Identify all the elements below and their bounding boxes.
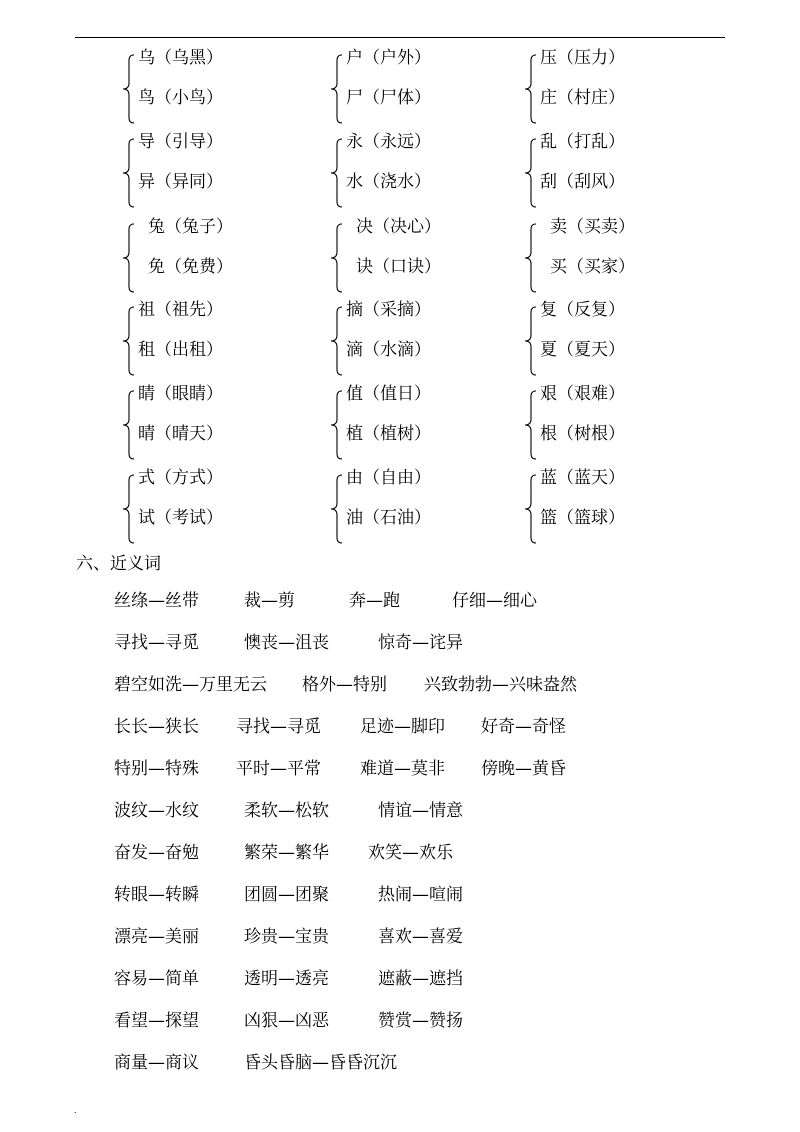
paren-close: ） xyxy=(608,132,625,152)
synonym-pair: 看望—探望 xyxy=(114,1011,199,1031)
pair-entry xyxy=(138,172,223,192)
pair-entry xyxy=(138,88,223,108)
footer-mark: . xyxy=(74,1106,77,1115)
synonym-pair: 容易—简单 xyxy=(114,969,199,989)
example-word: 决心 xyxy=(390,217,424,237)
curly-brace-icon xyxy=(330,390,344,460)
paren-close: ） xyxy=(206,340,223,360)
paren-close: ） xyxy=(424,217,441,237)
synonym-pair: 寻找—寻觅 xyxy=(114,633,199,653)
paren-close: ） xyxy=(414,172,431,192)
character: 兔 xyxy=(148,217,165,237)
paren-open: （ xyxy=(155,340,172,360)
example-word: 户外 xyxy=(380,48,414,68)
example-word: 刮风 xyxy=(574,172,608,192)
paren-close: ） xyxy=(414,384,431,404)
synonym-pair: 波纹—水纹 xyxy=(114,801,199,821)
example-word: 值日 xyxy=(380,384,414,404)
synonym-row xyxy=(114,1010,714,1034)
synonym-pair: 柔软—松软 xyxy=(244,801,329,821)
character: 摘 xyxy=(346,300,363,320)
paren-close: ） xyxy=(206,424,223,444)
paren-open: （ xyxy=(373,217,390,237)
pair-entry xyxy=(550,257,635,277)
pair-entry xyxy=(540,424,625,444)
synonym-row xyxy=(114,926,714,950)
character: 由 xyxy=(346,468,363,488)
synonym-pair: 兴致勃勃—兴味盎然 xyxy=(424,675,577,695)
character: 睛 xyxy=(138,384,155,404)
synonym-pair: 喜欢—喜爱 xyxy=(378,927,463,947)
synonym-pair: 懊丧—沮丧 xyxy=(244,633,329,653)
example-word: 引导 xyxy=(172,132,206,152)
character: 油 xyxy=(346,508,363,528)
character: 永 xyxy=(346,132,363,152)
synonym-row xyxy=(114,1052,714,1076)
character: 艰 xyxy=(540,384,557,404)
synonym-pair: 凶狠—凶恶 xyxy=(244,1011,329,1031)
paren-close: ） xyxy=(618,257,635,277)
paren-close: ） xyxy=(608,424,625,444)
curly-brace-icon xyxy=(524,474,538,544)
paren-open: （ xyxy=(557,340,574,360)
example-word: 压力 xyxy=(574,48,608,68)
example-word: 篮球 xyxy=(574,508,608,528)
pair-entry xyxy=(346,88,431,108)
paren-close: ） xyxy=(414,508,431,528)
paren-close: ） xyxy=(206,132,223,152)
paren-open: （ xyxy=(155,88,172,108)
pair-entry xyxy=(346,508,431,528)
example-word: 夏天 xyxy=(574,340,608,360)
curly-brace-icon xyxy=(122,306,136,376)
paren-open: （ xyxy=(155,132,172,152)
curly-brace-icon xyxy=(524,54,538,124)
paren-close: ） xyxy=(608,48,625,68)
paren-close: ） xyxy=(216,257,233,277)
synonym-pair: 特别—特殊 xyxy=(114,759,199,779)
curly-brace-icon xyxy=(524,223,538,293)
character: 值 xyxy=(346,384,363,404)
example-word: 村庄 xyxy=(574,88,608,108)
paren-close: ） xyxy=(206,172,223,192)
character: 压 xyxy=(540,48,557,68)
curly-brace-icon xyxy=(122,390,136,460)
paren-close: ） xyxy=(608,88,625,108)
synonym-pair: 仔细—细心 xyxy=(452,591,537,611)
synonym-pair: 漂亮—美丽 xyxy=(114,927,199,947)
paren-open: （ xyxy=(557,300,574,320)
character: 祖 xyxy=(138,300,155,320)
synonym-pair: 难道—莫非 xyxy=(360,759,445,779)
example-word: 树根 xyxy=(574,424,608,444)
curly-brace-icon xyxy=(524,306,538,376)
paren-open: （ xyxy=(363,508,380,528)
paren-open: （ xyxy=(557,88,574,108)
pair-entry xyxy=(138,132,223,152)
character: 免 xyxy=(148,257,165,277)
example-word: 反复 xyxy=(574,300,608,320)
pair-entry xyxy=(540,172,625,192)
paren-open: （ xyxy=(557,132,574,152)
character: 试 xyxy=(138,508,155,528)
example-word: 采摘 xyxy=(380,300,414,320)
pair-entry xyxy=(138,384,223,404)
example-word: 方式 xyxy=(172,468,206,488)
synonym-pair: 足迹—脚印 xyxy=(360,717,445,737)
synonym-pair: 好奇—奇怪 xyxy=(481,717,566,737)
character: 诀 xyxy=(356,257,373,277)
paren-close: ） xyxy=(414,132,431,152)
synonym-pair: 商量—商议 xyxy=(114,1053,199,1073)
curly-brace-icon xyxy=(122,138,136,208)
character: 导 xyxy=(138,132,155,152)
paren-open: （ xyxy=(363,172,380,192)
pair-entry xyxy=(148,217,233,237)
paren-open: （ xyxy=(155,384,172,404)
synonym-pair: 昏头昏脑—昏昏沉沉 xyxy=(244,1053,397,1073)
character: 根 xyxy=(540,424,557,444)
example-word: 石油 xyxy=(380,508,414,528)
example-word: 乌黑 xyxy=(172,48,206,68)
paren-open: （ xyxy=(165,257,182,277)
paren-close: ） xyxy=(414,300,431,320)
synonym-pair: 裁—剪 xyxy=(244,591,295,611)
example-word: 祖先 xyxy=(172,300,206,320)
paren-open: （ xyxy=(373,257,390,277)
synonym-row xyxy=(114,968,714,992)
character: 篮 xyxy=(540,508,557,528)
curly-brace-icon xyxy=(330,138,344,208)
character: 庄 xyxy=(540,88,557,108)
example-word: 晴天 xyxy=(172,424,206,444)
paren-close: ） xyxy=(206,468,223,488)
paren-open: （ xyxy=(363,48,380,68)
character: 植 xyxy=(346,424,363,444)
synonym-pair: 欢笑—欢乐 xyxy=(368,843,453,863)
synonym-row xyxy=(114,800,714,824)
paren-close: ） xyxy=(608,300,625,320)
paren-open: （ xyxy=(557,468,574,488)
example-word: 小鸟 xyxy=(172,88,206,108)
paren-close: ） xyxy=(216,217,233,237)
character: 水 xyxy=(346,172,363,192)
example-word: 蓝天 xyxy=(574,468,608,488)
pair-entry xyxy=(540,508,625,528)
paren-close: ） xyxy=(608,508,625,528)
pair-entry xyxy=(346,48,431,68)
pair-entry xyxy=(138,424,223,444)
paren-close: ） xyxy=(608,340,625,360)
synonym-pair: 繁荣—繁华 xyxy=(244,843,329,863)
curly-brace-icon xyxy=(330,474,344,544)
paren-open: （ xyxy=(363,424,380,444)
synonym-row xyxy=(114,884,714,908)
pair-entry xyxy=(346,172,431,192)
example-word: 浇水 xyxy=(380,172,414,192)
paren-close: ） xyxy=(618,217,635,237)
synonym-row xyxy=(114,716,714,740)
pair-entry xyxy=(540,48,625,68)
curly-brace-icon xyxy=(330,223,344,293)
example-word: 尸体 xyxy=(380,88,414,108)
character: 刮 xyxy=(540,172,557,192)
pair-entry xyxy=(148,257,233,277)
paren-open: （ xyxy=(567,257,584,277)
example-word: 买卖 xyxy=(584,217,618,237)
synonym-pair: 热闹—喧闹 xyxy=(378,885,463,905)
example-word: 异同 xyxy=(172,172,206,192)
synonym-pair: 丝绦—丝带 xyxy=(114,591,199,611)
paren-close: ） xyxy=(206,384,223,404)
synonym-pair: 珍贵—宝贵 xyxy=(244,927,329,947)
character: 式 xyxy=(138,468,155,488)
pair-entry xyxy=(550,217,635,237)
character: 乱 xyxy=(540,132,557,152)
character: 晴 xyxy=(138,424,155,444)
synonym-pair: 傍晚—黄昏 xyxy=(481,759,566,779)
character: 租 xyxy=(138,340,155,360)
synonym-row xyxy=(114,590,714,614)
character: 卖 xyxy=(550,217,567,237)
pair-entry xyxy=(346,468,431,488)
character: 复 xyxy=(540,300,557,320)
example-word: 自由 xyxy=(380,468,414,488)
character: 决 xyxy=(356,217,373,237)
paren-open: （ xyxy=(155,300,172,320)
paren-close: ） xyxy=(206,88,223,108)
paren-open: （ xyxy=(363,300,380,320)
curly-brace-icon xyxy=(330,54,344,124)
synonym-pair: 赞赏—赞扬 xyxy=(378,1011,463,1031)
character: 蓝 xyxy=(540,468,557,488)
synonym-row xyxy=(114,758,714,782)
example-word: 口诀 xyxy=(390,257,424,277)
paren-open: （ xyxy=(363,88,380,108)
paren-open: （ xyxy=(567,217,584,237)
character: 尸 xyxy=(346,88,363,108)
section-title: 六、近义词 xyxy=(76,554,161,574)
paren-open: （ xyxy=(363,132,380,152)
paren-close: ） xyxy=(206,508,223,528)
pair-entry xyxy=(346,384,431,404)
pair-entry xyxy=(356,217,441,237)
synonym-pair: 遮蔽—遮挡 xyxy=(378,969,463,989)
synonym-row xyxy=(114,842,714,866)
synonym-pair: 寻找—寻觅 xyxy=(236,717,321,737)
paren-open: （ xyxy=(557,384,574,404)
synonym-row xyxy=(114,674,714,698)
pair-entry xyxy=(138,300,223,320)
example-word: 买家 xyxy=(584,257,618,277)
synonym-pair: 转眼—转瞬 xyxy=(114,885,199,905)
pair-entry xyxy=(346,340,431,360)
example-word: 水滴 xyxy=(380,340,414,360)
paren-close: ） xyxy=(424,257,441,277)
synonym-pair: 长长—狭长 xyxy=(114,717,199,737)
pair-entry xyxy=(138,48,223,68)
example-word: 植树 xyxy=(380,424,414,444)
curly-brace-icon xyxy=(122,474,136,544)
paren-open: （ xyxy=(557,48,574,68)
paren-open: （ xyxy=(363,384,380,404)
paren-open: （ xyxy=(363,468,380,488)
synonym-pair: 格外—特别 xyxy=(302,675,387,695)
pair-entry xyxy=(540,300,625,320)
example-word: 考试 xyxy=(172,508,206,528)
paren-close: ） xyxy=(206,48,223,68)
paren-open: （ xyxy=(155,468,172,488)
paren-open: （ xyxy=(363,340,380,360)
pair-entry xyxy=(540,132,625,152)
paren-close: ） xyxy=(414,468,431,488)
paren-close: ） xyxy=(414,424,431,444)
character: 户 xyxy=(346,48,363,68)
paren-close: ） xyxy=(414,48,431,68)
paren-open: （ xyxy=(155,424,172,444)
curly-brace-icon xyxy=(122,223,136,293)
header-rule xyxy=(75,37,725,38)
character: 滴 xyxy=(346,340,363,360)
paren-open: （ xyxy=(155,48,172,68)
curly-brace-icon xyxy=(524,138,538,208)
synonym-row xyxy=(114,632,714,656)
example-word: 出租 xyxy=(172,340,206,360)
paren-open: （ xyxy=(557,172,574,192)
synonym-pair: 奔—跑 xyxy=(349,591,400,611)
pair-entry xyxy=(540,88,625,108)
synonym-pair: 平时—平常 xyxy=(236,759,321,779)
pair-entry xyxy=(540,340,625,360)
pair-entry xyxy=(138,508,223,528)
paren-close: ） xyxy=(608,172,625,192)
pair-entry xyxy=(540,468,625,488)
paren-close: ） xyxy=(608,468,625,488)
pair-entry xyxy=(138,340,223,360)
example-word: 兔子 xyxy=(182,217,216,237)
example-word: 免费 xyxy=(182,257,216,277)
synonym-pair: 奋发—奋勉 xyxy=(114,843,199,863)
paren-close: ） xyxy=(414,340,431,360)
synonym-pair: 情谊—情意 xyxy=(378,801,463,821)
synonym-pair: 惊奇—诧异 xyxy=(378,633,463,653)
paren-close: ） xyxy=(206,300,223,320)
pair-entry xyxy=(346,132,431,152)
pair-entry xyxy=(356,257,441,277)
pair-entry xyxy=(346,424,431,444)
paren-open: （ xyxy=(155,172,172,192)
synonym-pair: 碧空如洗—万里无云 xyxy=(114,675,267,695)
example-word: 艰难 xyxy=(574,384,608,404)
pair-entry xyxy=(540,384,625,404)
paren-open: （ xyxy=(557,508,574,528)
paren-open: （ xyxy=(557,424,574,444)
pair-entry xyxy=(138,468,223,488)
paren-close: ） xyxy=(414,88,431,108)
character: 鸟 xyxy=(138,88,155,108)
curly-brace-icon xyxy=(330,306,344,376)
character: 异 xyxy=(138,172,155,192)
example-word: 眼睛 xyxy=(172,384,206,404)
pair-entry xyxy=(346,300,431,320)
example-word: 打乱 xyxy=(574,132,608,152)
paren-close: ） xyxy=(608,384,625,404)
example-word: 永远 xyxy=(380,132,414,152)
character: 买 xyxy=(550,257,567,277)
paren-open: （ xyxy=(155,508,172,528)
paren-open: （ xyxy=(165,217,182,237)
synonym-pair: 透明—透亮 xyxy=(244,969,329,989)
character: 夏 xyxy=(540,340,557,360)
curly-brace-icon xyxy=(524,390,538,460)
character: 乌 xyxy=(138,48,155,68)
synonym-pair: 团圆—团聚 xyxy=(244,885,329,905)
curly-brace-icon xyxy=(122,54,136,124)
